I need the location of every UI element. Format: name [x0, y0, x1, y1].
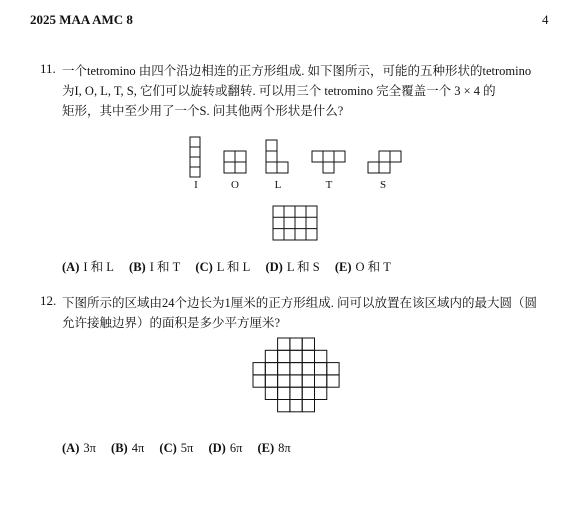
label-t: T: [325, 179, 333, 191]
q12-choice-e[interactable]: (E) 8π: [257, 441, 291, 455]
contest-title: 2025 MAA AMC 8: [30, 12, 133, 27]
region-unit-square: [290, 338, 302, 350]
region-unit-square: [253, 363, 265, 375]
region-unit-square: [327, 375, 339, 387]
tetromino-i: [190, 137, 200, 177]
region-unit-square: [290, 350, 302, 362]
region-unit-square: [327, 363, 339, 375]
region-unit-square: [315, 350, 327, 362]
region-unit-square: [290, 363, 302, 375]
region-unit-square: [315, 375, 327, 387]
region-unit-square: [315, 363, 327, 375]
q11-choice-b[interactable]: (B) I 和 T: [129, 260, 181, 274]
region-unit-square: [302, 375, 314, 387]
region-unit-square: [278, 387, 290, 399]
region-unit-square: [265, 375, 277, 387]
label-o: O: [231, 179, 239, 191]
q12-choice-c[interactable]: (C) 5π: [159, 441, 194, 455]
q12-number: 12.: [40, 293, 57, 308]
q11-choice-c[interactable]: (C) L 和 L: [195, 260, 251, 274]
q12-choice-d[interactable]: (D) 6π: [208, 441, 243, 455]
q11-line-2: 为I, O, L, T, S, 它们可以旋转或翻转. 可以用三个 tetromino 完全覆盖一个 3 × 4 的: [62, 84, 496, 98]
page-number: 4: [542, 12, 549, 27]
q12-choice-b[interactable]: (B) 4π: [111, 441, 145, 455]
label-i: I: [194, 179, 198, 191]
q11-choice-d[interactable]: (D) L 和 S: [265, 260, 320, 274]
q12-choice-a[interactable]: (A) 3π: [62, 441, 96, 455]
region-unit-square: [315, 387, 327, 399]
label-s: S: [379, 179, 387, 191]
region-unit-square: [265, 363, 277, 375]
region-unit-square: [253, 375, 265, 387]
tetromino-t: [312, 151, 345, 173]
region-unit-square: [278, 400, 290, 412]
q12-region-grid: [253, 338, 339, 412]
q12-line-1: 下图所示的区域由24个边长为1厘米的正方形组成. 问可以放置在该区域内的最大圆（圆: [62, 296, 538, 310]
rectangle-3x4-grid: [273, 206, 317, 240]
q11-line-3: 矩形，其中至少用了一个S. 问其他两个形状是什么?: [62, 104, 344, 118]
q12-choices: [62, 441, 303, 456]
label-l: L: [274, 179, 282, 191]
region-unit-square: [302, 363, 314, 375]
q11-choice-e[interactable]: (E) O 和 T: [334, 260, 391, 274]
q11-number: 11.: [40, 61, 56, 76]
region-unit-square: [290, 387, 302, 399]
region-unit-square: [302, 350, 314, 362]
region-unit-square: [302, 338, 314, 350]
tetromino-o: [224, 151, 246, 173]
region-unit-square: [302, 387, 314, 399]
q11-choice-a[interactable]: (A) I 和 L: [62, 260, 114, 274]
tetromino-s: [368, 151, 401, 173]
region-unit-square: [265, 350, 277, 362]
q11-line-1: 一个tetromino 由四个沿边相连的正方形组成. 如下图所示，可能的五种形状的tetromino: [62, 64, 532, 78]
region-unit-square: [278, 338, 290, 350]
region-unit-square: [302, 400, 314, 412]
region-unit-square: [265, 387, 277, 399]
region-unit-square: [278, 375, 290, 387]
region-unit-square: [290, 375, 302, 387]
region-unit-square: [290, 400, 302, 412]
region-unit-square: [278, 363, 290, 375]
region-unit-square: [278, 350, 290, 362]
tetromino-l: [266, 140, 288, 173]
q12-line-2: 允许接触边界）的面积是多少平方厘米?: [62, 316, 281, 330]
q11-choices: [62, 257, 403, 275]
